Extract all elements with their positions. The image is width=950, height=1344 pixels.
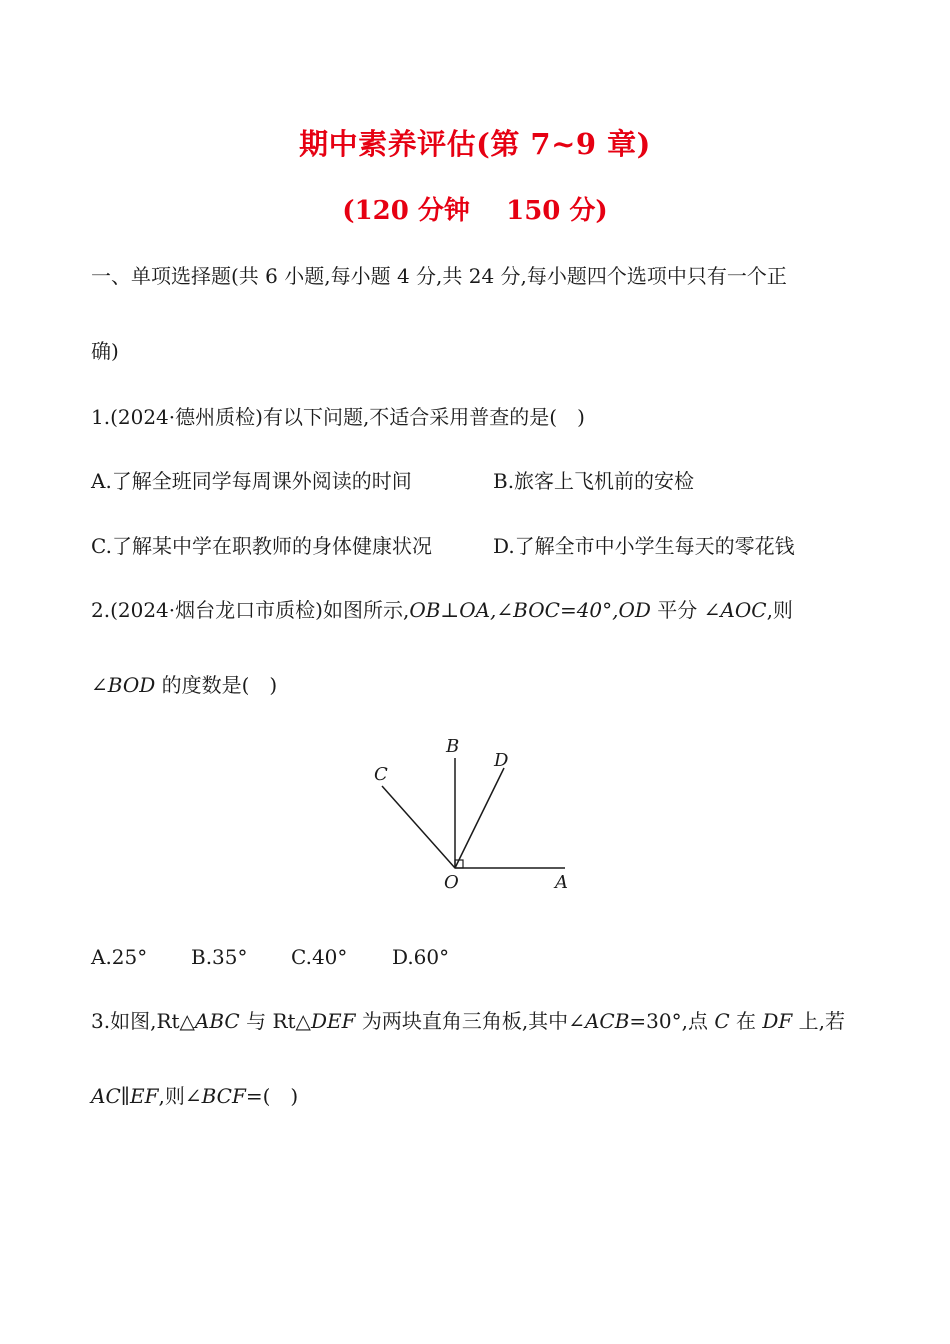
q3-p2: 与 Rt△	[239, 1009, 311, 1033]
q3-m5: DF	[762, 1009, 793, 1033]
ray-od	[455, 768, 504, 868]
label-c: C	[374, 764, 388, 785]
angle-figure	[360, 730, 590, 900]
question-3-stem-cont	[91, 1081, 298, 1111]
q3-m1: ABC	[194, 1009, 240, 1033]
q3-p5: 在	[729, 1009, 763, 1033]
label-d: D	[494, 750, 509, 771]
question-2-option-d: D.60°	[392, 945, 450, 969]
label-a: A	[555, 872, 568, 893]
q2-stem-mid: 平分	[650, 598, 704, 622]
label-o: O	[444, 872, 459, 893]
q3-m2: DEF	[310, 1009, 356, 1033]
question-1-option-d: D.了解全市中小学生每天的零花钱	[493, 534, 795, 558]
q2-stem-math: OB⊥OA,∠BOC=40°,OD	[409, 598, 651, 622]
question-1-option-c: C.了解某中学在职教师的身体健康状况	[91, 534, 432, 558]
q3-l2m2: ∠BCF	[184, 1084, 246, 1108]
section-heading	[91, 261, 787, 291]
q2-stem-suffix: ,则	[766, 598, 793, 622]
question-2-stem	[91, 595, 793, 625]
q3-l2p2: =( )	[245, 1084, 299, 1108]
page-title: 期中素养评估(第 7~9 章)	[299, 127, 651, 161]
page-subtitle: (120 分钟 150 分)	[342, 196, 608, 226]
question-2-option-c: C.40°	[291, 945, 348, 969]
q3-l2p1: ,则	[158, 1084, 185, 1108]
question-2-option-a: A.25°	[91, 945, 148, 969]
section-heading-line2: 确)	[91, 339, 119, 363]
question-1-option-b: B.旅客上飞机前的安检	[493, 469, 695, 493]
q3-m4: C	[714, 1009, 730, 1033]
question-1-option-a: A.了解全班同学每周课外阅读的时间	[91, 469, 412, 493]
section-heading-cont	[91, 336, 119, 366]
q3-p3: 为两块直角三角板,其中	[355, 1009, 569, 1033]
question-1-stem: 1.(2024·德州质检)有以下问题,不适合采用普查的是( )	[91, 405, 585, 429]
ray-oc	[382, 786, 455, 868]
label-b: B	[446, 736, 460, 757]
question-3-stem	[91, 1006, 845, 1036]
q3-p6: 上,若	[792, 1009, 845, 1033]
q2-line2-math: ∠BOD	[91, 673, 156, 697]
q3-p1: 3.如图,Rt△	[91, 1009, 195, 1033]
q2-line2-text: 的度数是( )	[155, 673, 278, 697]
q2-stem-prefix: 2.(2024·烟台龙口市质检)如图所示,	[91, 598, 410, 622]
question-2-option-b: B.35°	[191, 945, 248, 969]
question-2-stem-cont	[91, 670, 277, 700]
q3-m3: ∠ACB	[568, 1009, 630, 1033]
q3-p4: =30°,点	[629, 1009, 715, 1033]
q2-stem-math2: ∠AOC	[703, 598, 767, 622]
section-heading-line1: 一、单项选择题(共 6 小题,每小题 4 分,共 24 分,每小题四个选项中只有一个正	[91, 264, 787, 288]
q3-l2m1: AC∥EF	[91, 1084, 159, 1108]
